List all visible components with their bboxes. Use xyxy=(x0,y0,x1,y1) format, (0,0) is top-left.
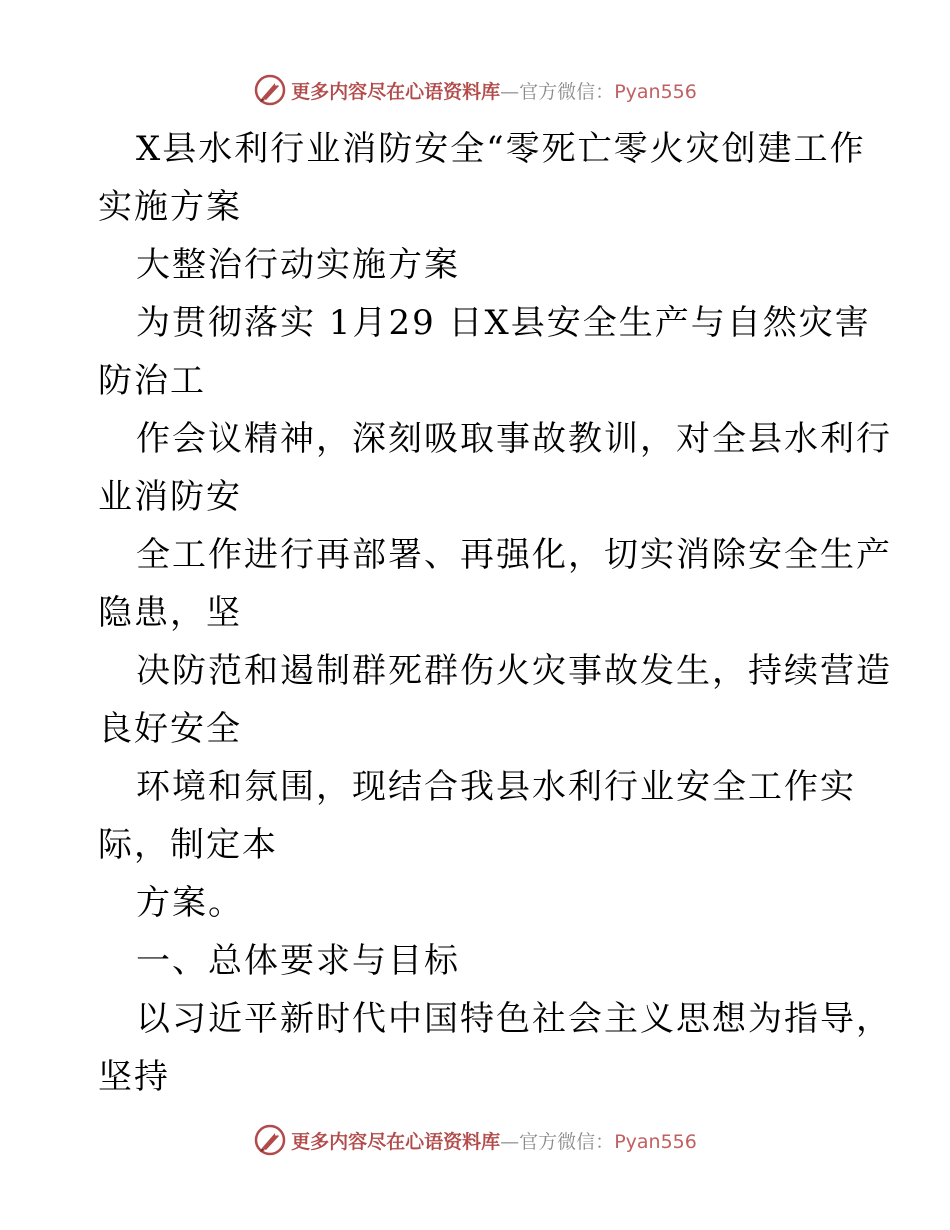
text-line: 防治工 xyxy=(98,361,206,401)
watermark-wechat-id: Pyan556 xyxy=(614,1130,697,1153)
watermark-label: 官方微信： xyxy=(519,80,615,103)
text-line: 良好安全 xyxy=(98,709,242,749)
text-line: 实施方案 xyxy=(98,187,242,227)
watermark-separator: — xyxy=(500,1130,520,1153)
text-line: 以习近平新时代中国特色社会主义思想为指导， xyxy=(136,999,892,1039)
pen-logo-icon xyxy=(253,1123,287,1157)
text-line: X县水利行业消防安全“零死亡零火灾创建工作 xyxy=(136,129,866,169)
text-line: 坚持 xyxy=(98,1057,170,1097)
watermark-brand: 更多内容尽在心语资料库 xyxy=(291,80,501,103)
section-heading: 一、总体要求与目标 xyxy=(136,941,460,981)
text-line: 决防范和遏制群死群伤火灾事故发生，持续营造 xyxy=(136,651,892,691)
watermark-wechat-id: Pyan556 xyxy=(614,80,697,103)
header-watermark xyxy=(0,72,950,108)
text-line: 大整治行动实施方案 xyxy=(136,245,460,285)
watermark-text xyxy=(291,1127,697,1154)
watermark-label: 官方微信： xyxy=(519,1130,615,1153)
footer-watermark xyxy=(0,1122,950,1158)
watermark-brand: 更多内容尽在心语资料库 xyxy=(291,1130,501,1153)
watermark-text xyxy=(291,77,697,104)
text-line: 际，制定本 xyxy=(98,825,278,865)
pen-logo-icon xyxy=(253,73,287,107)
watermark-separator: — xyxy=(500,80,520,103)
text-line: 业消防安 xyxy=(98,477,242,517)
text-line: 隐患，坚 xyxy=(98,593,242,633)
text-line: 环境和氛围，现结合我县水利行业安全工作实 xyxy=(136,767,856,807)
text-line: 方案。 xyxy=(136,883,244,923)
document-body xyxy=(98,120,892,1106)
text-line: 作会议精神，深刻吸取事故教训，对全县水利行 xyxy=(136,419,892,459)
text-line: 为贯彻落实 1月29 日X县安全生产与自然灾害 xyxy=(136,303,871,343)
text-line: 全工作进行再部署、再强化，切实消除安全生产 xyxy=(136,535,892,575)
